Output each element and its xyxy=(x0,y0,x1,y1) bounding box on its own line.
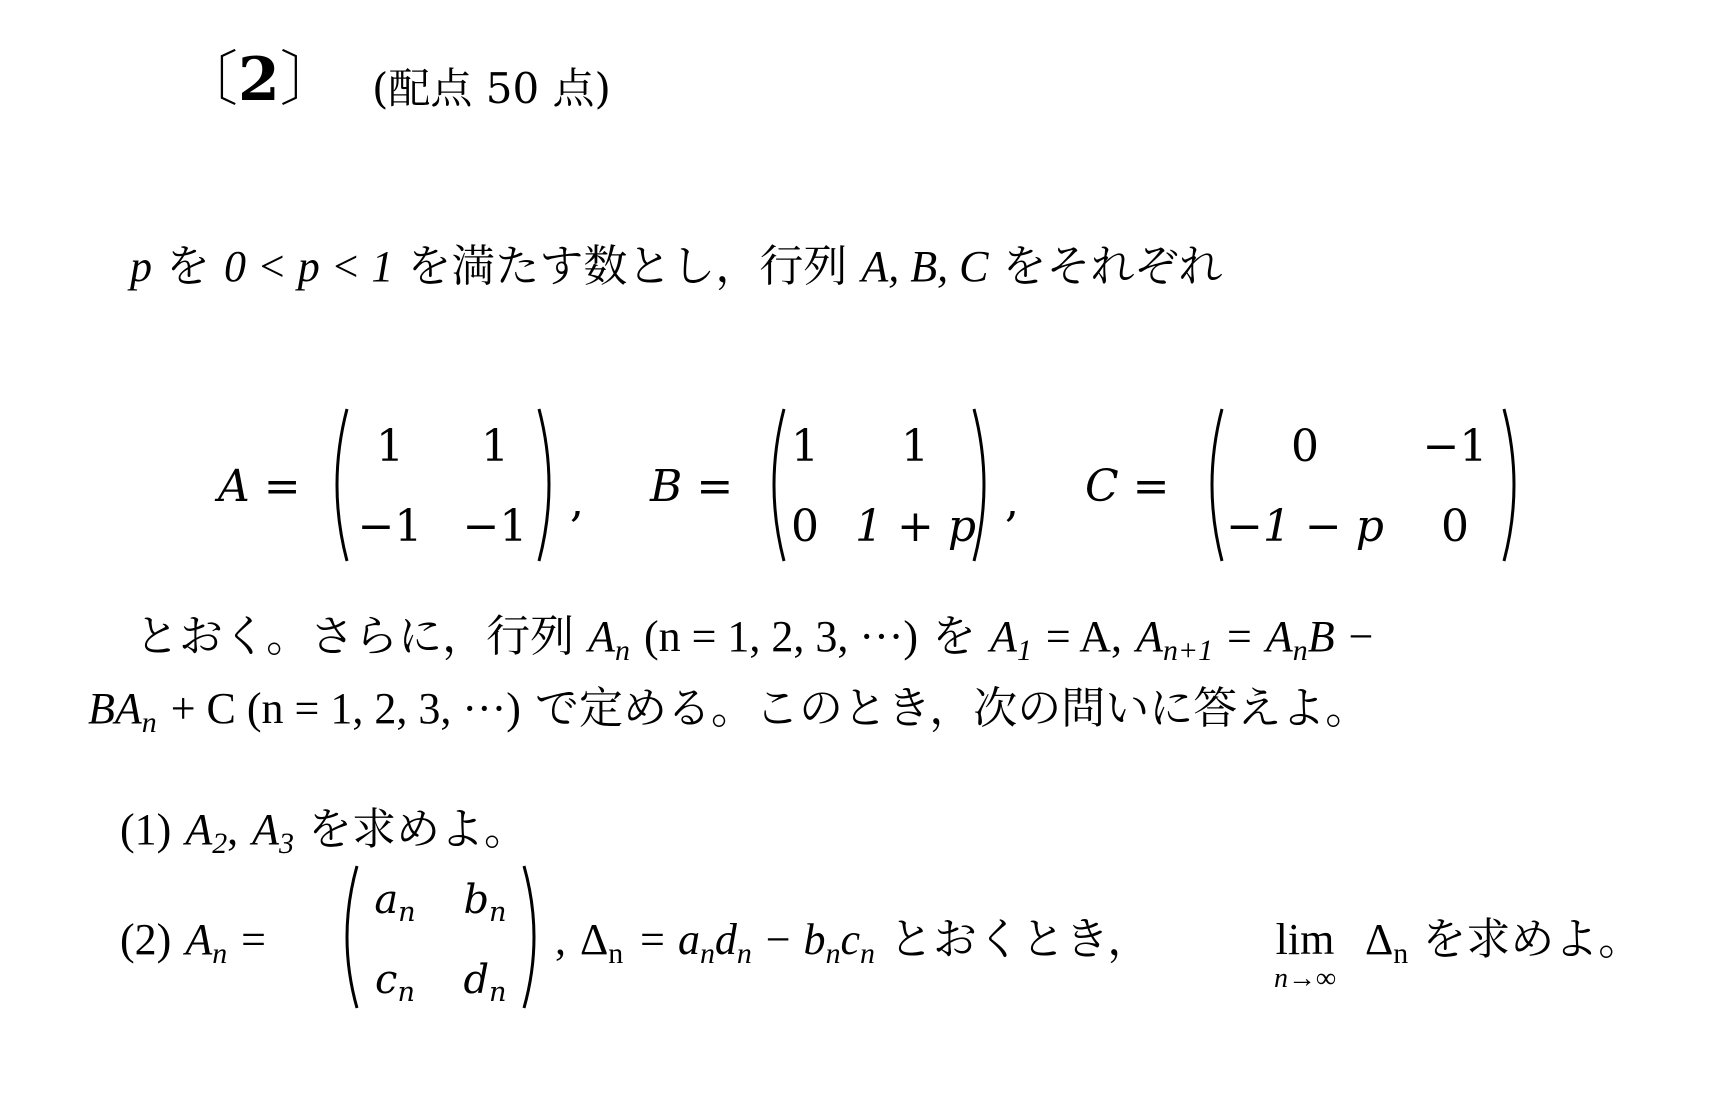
q2-an: $A_n$ xyxy=(185,915,228,970)
matrix-c-label: C = xyxy=(1085,461,1170,512)
matrix-a-left-paren xyxy=(325,405,351,565)
matrix-b-label: B = xyxy=(650,461,734,512)
q2-entry-c: $c_n$ xyxy=(375,957,415,1009)
recurrence-minus: − xyxy=(1348,612,1374,661)
matrix-b-comma: , xyxy=(1005,476,1019,527)
recurrence-eq: = xyxy=(1227,612,1252,661)
q2-left-paren xyxy=(335,862,361,1012)
q2-label: (2) xyxy=(120,915,172,964)
matrix-c-entry-21: −1 − p xyxy=(1226,501,1384,552)
matrix-a-entry-21: −1 xyxy=(357,501,423,552)
q2-entry-b: $b_n$ xyxy=(463,877,507,929)
matrix-a-entry-12: 1 xyxy=(481,421,509,472)
q1-label: (1) xyxy=(120,805,172,854)
matrix-b-entry-21: 0 xyxy=(791,501,819,552)
intro-text-1: を xyxy=(166,241,210,292)
condition: 0 < p < 1 xyxy=(224,242,394,291)
matrix-b-entry-22: 1 + p xyxy=(855,501,976,552)
problem-header xyxy=(178,45,340,115)
matrix-b-entry-12: 1 xyxy=(901,421,929,472)
question-2-rest: , $\Delta_n = a_nd_n - b_nc_n$ とおくとき， xyxy=(555,914,1152,970)
a-n-plus-1: $A_{n+1}$ xyxy=(1136,612,1214,667)
score-note: (配点 50 点) xyxy=(372,64,611,113)
matrix-a-entry-11: 1 xyxy=(376,421,404,472)
delta-n-lim: $\Delta_n$ xyxy=(1365,915,1409,970)
matrix-b-right-paren xyxy=(970,405,996,565)
q2-entry-a: $a_n$ xyxy=(374,877,416,929)
delta-eq: = a xyxy=(637,915,700,964)
a3: $A_3$ xyxy=(252,805,294,860)
limit-operator xyxy=(1255,915,1355,996)
q2-entry-d: $d_n$ xyxy=(463,957,507,1009)
matrix-c-right-paren xyxy=(1500,405,1526,565)
matrix-names: A, B, C xyxy=(861,242,989,291)
q2-text-mid: とおくとき， xyxy=(889,914,1152,965)
a2: $A_2$ xyxy=(185,805,228,860)
matrix-b-entry-11: 1 xyxy=(791,421,819,472)
definition-line-2 xyxy=(88,683,1370,739)
matrix-c-entry-12: −1 xyxy=(1422,421,1488,472)
delta-formula: $_nd_n - b_nc_n$ xyxy=(699,915,875,970)
lim-subscript: n→∞ xyxy=(1274,963,1336,994)
b-an: $BA_n$ xyxy=(88,684,157,739)
an-b: $A_nB$ xyxy=(1265,612,1335,667)
q2-text-end: を求めよ。 xyxy=(1422,914,1643,965)
lim-word: lim xyxy=(1275,915,1335,964)
definition-text-2: で定める。このとき，次の問いに答えよ。 xyxy=(534,683,1370,734)
matrix-a-right-paren xyxy=(535,405,561,565)
var-p: p xyxy=(130,242,152,291)
matrix-c-entry-22: 0 xyxy=(1441,501,1469,552)
recurrence-start: = A, xyxy=(1045,612,1123,661)
left-bracket: 〔 xyxy=(178,45,238,115)
q2-right-paren xyxy=(520,862,546,1012)
delta-n: $\Delta_n$ xyxy=(580,915,624,970)
question-2-prefix xyxy=(120,915,266,970)
problem-number: 2 xyxy=(238,45,280,115)
definition-line-1 xyxy=(135,611,1374,667)
definition-text-1: とおく。さらに，行列 xyxy=(135,611,575,662)
definition-wo: を xyxy=(932,611,977,662)
q1-text: を求めよ。 xyxy=(308,804,528,855)
matrix-c-entry-11: 0 xyxy=(1291,421,1319,472)
intro-text-2: を満たす数とし，行列 xyxy=(407,241,848,292)
right-bracket: 〕 xyxy=(279,45,340,115)
q1-comma: , xyxy=(227,805,239,854)
q2-eq: = xyxy=(241,915,266,964)
matrix-a-entry-22: −1 xyxy=(462,501,528,552)
intro-line xyxy=(130,241,1223,292)
seq-an: $A_n$ xyxy=(588,612,630,667)
question-2-end xyxy=(1365,914,1643,970)
matrix-c-left-paren xyxy=(1200,405,1226,565)
a1: $A_1$ xyxy=(990,612,1032,667)
matrix-a-label: A = xyxy=(218,461,301,512)
recurrence-tail: + C (n = 1, 2, 3, ···) xyxy=(170,684,521,733)
seq-condition-1: (n = 1, 2, 3, ···) xyxy=(643,612,919,661)
intro-text-3: をそれぞれ xyxy=(1002,241,1223,292)
question-1 xyxy=(120,804,528,860)
matrix-a-comma: , xyxy=(570,476,584,527)
